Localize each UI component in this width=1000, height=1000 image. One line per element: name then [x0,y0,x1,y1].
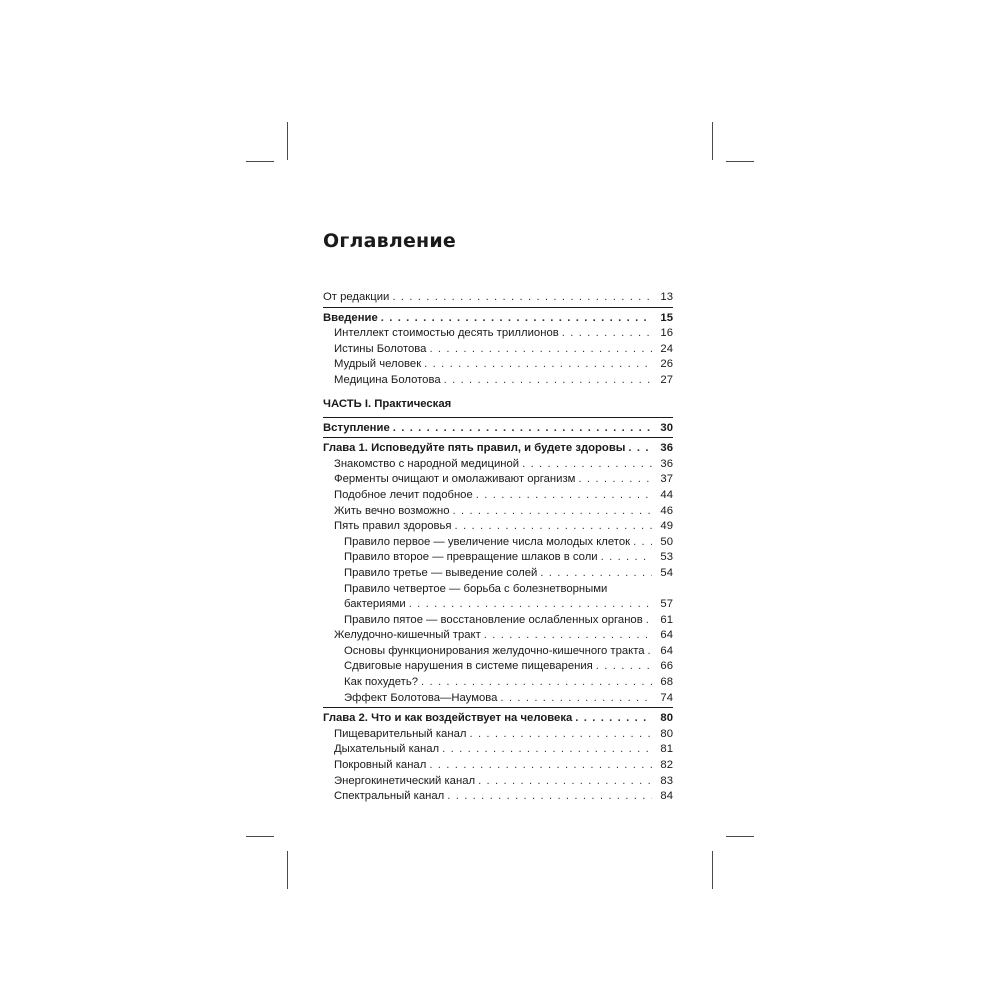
toc-entry[interactable] [323,582,673,598]
toc-entry[interactable] [323,774,673,790]
toc-dot-leader [444,373,652,389]
toc-page-number: 84 [660,790,673,803]
toc-entry-title: Правило третье — выведение солей [344,566,538,579]
toc-entry[interactable] [323,290,673,306]
toc-page-number: 16 [660,327,673,340]
toc-page-number: 74 [660,691,673,704]
toc-page-number: 57 [660,598,673,611]
section-rule [323,417,673,418]
toc-page-number: 13 [660,291,673,303]
toc-dot-leader [392,290,652,306]
toc-dot-leader [633,535,652,551]
toc-page-number: 30 [660,421,673,434]
crop-mark [726,836,754,837]
toc-dot-leader [452,504,652,520]
toc-entry[interactable] [323,472,673,488]
crop-mark [726,161,754,162]
toc-entry[interactable] [323,535,673,551]
toc-dot-leader [447,789,652,805]
toc-page-number: 80 [660,727,673,740]
toc-page-number: 27 [660,373,673,386]
toc-dot-leader [578,472,652,488]
toc-dot-leader [596,659,652,675]
toc-entry-title: Правило пятое — восстановление ослабленных органов [344,613,643,626]
toc-entry-title: Правило четвертое — борьба с болезнетворными [344,582,608,595]
toc-dot-leader [484,628,652,644]
toc-page-number: 68 [660,676,673,689]
toc-entry-title: Глава 1. Исповедуйте пять правил, и будете здоровы [323,442,626,455]
toc-dot-leader [424,357,652,373]
crop-mark [287,851,288,889]
part-heading: ЧАСТЬ I. Практическая [323,397,452,410]
toc-page-number: 64 [660,629,673,642]
toc-dot-leader [522,457,652,473]
toc-entry[interactable] [323,566,673,582]
toc-entry-title: Знакомство с народной медициной [334,457,520,470]
toc-page-number: 64 [660,644,673,657]
toc-entry[interactable] [323,628,673,644]
toc-entry[interactable] [323,357,673,373]
toc-entry-title: Ферменты очищают и омолаживают организм [334,473,576,486]
toc-dot-leader [429,758,652,774]
toc-entry-title: Введение [323,311,378,324]
toc-dot-leader [628,441,652,457]
toc-page-number: 83 [660,774,673,787]
crop-mark [246,161,274,162]
toc-page-number: 36 [660,442,673,455]
crop-mark [246,836,274,837]
toc-dot-leader [562,326,652,342]
toc-page-number: 44 [660,488,673,501]
toc-dot-leader [455,519,652,535]
toc-entry[interactable] [323,675,673,691]
toc-entry[interactable] [323,311,673,327]
toc-entry[interactable] [323,613,673,629]
toc-dot-leader [601,550,652,566]
toc-entry[interactable] [323,504,673,520]
toc-page-number: 81 [660,743,673,756]
toc-entry-title: Дыхательный канал [334,743,440,756]
toc-dot-leader [575,711,652,727]
toc-entry[interactable] [323,691,673,707]
toc-entry-title: Глава 2. Что и как воздействует на человека [323,712,573,725]
toc-entry-title: Пять правил здоровья [334,520,452,533]
toc-entry[interactable] [323,727,673,743]
toc-page-number: 46 [660,504,673,517]
toc-page-number: 61 [660,613,673,626]
toc-page-number: 82 [660,759,673,772]
toc-dot-leader [476,488,652,504]
section-rule [323,707,673,708]
toc-entry-title: Эффект Болотова—Наумова [344,691,498,704]
toc-entry[interactable] [323,488,673,504]
toc-entry-title: бактериями [344,598,406,611]
toc-entry-title: Медицина Болотова [334,373,441,386]
toc-entry[interactable] [323,659,673,675]
section-rule [323,307,673,308]
toc-entry[interactable] [323,597,673,613]
toc-entry-title: Сдвиговые нарушения в системе пищеварения [344,660,593,673]
toc-entry-title: Подобное лечит подобное [334,488,473,501]
crop-mark [287,122,288,160]
toc-entry[interactable] [323,326,673,342]
toc-entry-title: От редакции [323,291,390,303]
toc-entry[interactable] [323,711,673,727]
toc-entry-title: Жить вечно возможно [334,504,450,517]
toc-page-number: 26 [660,358,673,371]
toc-entry[interactable] [323,758,673,774]
toc-entry-title: Правило первое — увеличение числа молодых клеток [344,535,631,548]
toc-dot-leader [500,691,652,707]
toc-page-number: 15 [660,311,673,324]
toc-page-number: 53 [660,551,673,564]
toc-entry-title: Истины Болотова [334,342,427,355]
toc-entry-title: Желудочно-кишечный тракт [334,629,481,642]
toc-entry[interactable] [323,742,673,758]
table-of-contents [323,290,673,805]
toc-page-number: 80 [660,712,673,725]
toc-entry-title: Основы функционирования желудочно-кишечного тракта [344,644,645,657]
section-rule [323,437,673,438]
toc-entry-title: Спектральный канал [334,790,445,803]
toc-entry[interactable] [323,342,673,358]
toc-entry[interactable] [323,441,673,457]
toc-entry-title: Энергокинетический канал [334,774,476,787]
toc-entry-title: Покровный канал [334,759,427,772]
crop-mark [712,122,713,160]
toc-entry[interactable] [323,644,673,660]
toc-dot-leader [429,342,652,358]
toc-entry-title: Правило второе — превращение шлаков в соли [344,551,598,564]
toc-entry-title: Вступление [323,421,390,434]
toc-entry[interactable] [323,789,673,805]
toc-dot-leader [421,675,652,691]
toc-page-number: 49 [660,520,673,533]
toc-entry-title: Интеллект стоимостью десять триллионов [334,327,559,340]
toc-page-number: 37 [660,473,673,486]
toc-entry[interactable] [323,421,673,437]
toc-dot-leader [478,774,652,790]
toc-entry[interactable] [323,550,673,566]
toc-page-number: 24 [660,342,673,355]
toc-dot-leader [469,727,652,743]
crop-mark [712,851,713,889]
toc-entry-title: Мудрый человек [334,358,422,371]
toc-entry-title: Как похудеть? [344,676,418,689]
toc-page-number: 54 [660,566,673,579]
toc-entry[interactable] [323,519,673,535]
toc-dot-leader [381,311,652,327]
page-title: Оглавление [323,230,456,252]
toc-dot-leader [540,566,652,582]
toc-page-number: 50 [660,535,673,548]
toc-entry-title: Пищеварительный канал [334,727,467,740]
toc-dot-leader [442,742,652,758]
toc-dot-leader [409,597,652,613]
toc-entry[interactable] [323,373,673,389]
toc-page-number: 36 [660,457,673,470]
toc-page-number: 66 [660,660,673,673]
toc-dot-leader [393,421,652,437]
toc-entry[interactable] [323,457,673,473]
